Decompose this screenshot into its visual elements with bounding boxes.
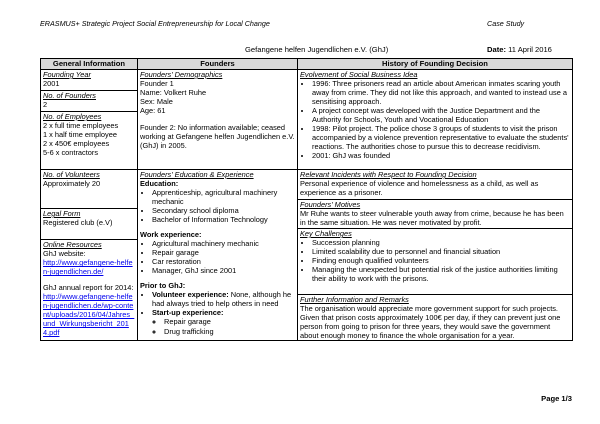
education-list	[140, 188, 295, 224]
date-label: Date:	[487, 45, 506, 54]
challenges-list	[300, 238, 570, 283]
list-item: • Limited scalability due to personnel and financial situation	[312, 247, 570, 256]
num-founders-block	[41, 90, 137, 111]
list-item: • Manager, GhJ since 2001	[152, 266, 295, 275]
ghj-website-link[interactable]: http://www.gefangene-helfen-jugendlichen.de/	[43, 258, 133, 277]
motives-block	[298, 199, 572, 228]
incidents-text: Personal experience of violence and homelessness as a child, as well as experience as a prisoner.	[300, 179, 539, 198]
incidents-label: Relevant Incidents with Respect to Founding Decision	[300, 170, 477, 179]
list-item: • Repair garage	[152, 248, 295, 257]
work-heading: Work experience:	[140, 230, 202, 240]
further-block	[298, 294, 572, 340]
employee-line: 1 x half time employee	[43, 130, 117, 140]
general-cell-top	[41, 70, 138, 170]
founder2: Founder 2: No information available; ceased working at Gefangene helfen Jugendlichen e.V. (GhJ) in 2005.	[140, 123, 295, 151]
num-founders-label: No. of Founders	[43, 91, 96, 100]
work-list	[140, 239, 295, 275]
list-item: • A project concept was developed with the Justice Department and the Authority for Schools, Youth and Vocational Education	[312, 106, 570, 124]
num-founders-value: 2	[43, 100, 48, 110]
list-item: • 1998: Pilot project. The police chose 3 groups of students to visit the prison accompanied by a violence prevention representative to evaluate the students' reactions. The authorities chose to pursue this to decrease recidivism.	[312, 124, 570, 151]
list-item: • 1996: Three prisoners read an article about American inmates scaring youth away from crime. They did not like this approach, and wanted to instead use a sensitising approach.	[312, 79, 570, 106]
header-project-title: ERASMUS+ Strategic Project Social Entrepreneurship for Local Change	[40, 19, 270, 28]
evolution-list	[300, 79, 570, 160]
prior-heading: Prior to GhJ:	[140, 281, 186, 291]
list-item: • Succession planning	[312, 238, 570, 247]
general-cell-bottom	[41, 170, 138, 341]
founding-year-block	[41, 70, 137, 90]
evolution-cell	[298, 70, 573, 170]
founders-demographics-cell	[138, 70, 298, 170]
employee-line: 5-6 x contractors	[43, 148, 99, 158]
legal-form-label: Legal Form	[43, 209, 81, 218]
volunteers-value: Approximately 20	[43, 179, 101, 189]
startup-heading: Start-up experience:	[152, 308, 224, 318]
startup-list	[152, 317, 295, 335]
list-item: • 2001: GhJ was founded	[312, 151, 570, 160]
founding-year-label: Founding Year	[43, 70, 91, 79]
col-header-general: General Information	[41, 59, 138, 70]
prior-list	[140, 290, 295, 335]
list-item	[152, 308, 295, 335]
table-row	[41, 70, 573, 170]
table-row	[41, 170, 573, 341]
incidents-block	[298, 170, 572, 199]
history-lower-cell	[298, 170, 573, 341]
header-doc-type: Case Study	[487, 19, 525, 28]
list-item: • Agricultural machinery mechanic	[152, 239, 295, 248]
motives-text: Mr Ruhe wants to steer vulnerable youth away from crime, because he has been in the same situation. He was never motivated by profit.	[300, 209, 564, 228]
table-header-row	[41, 59, 573, 70]
founders-education-cell	[138, 170, 298, 341]
list-item: • Apprenticeship, agricultural machinery mechanic	[152, 188, 295, 206]
case-study-table	[40, 58, 573, 341]
list-item: • Finding enough qualified volunteers	[312, 256, 570, 265]
legal-form-block	[41, 208, 137, 239]
volunteer-exp-text: None, although he had always tried to help others in need	[152, 290, 292, 309]
ghj-website-label: GhJ website:	[43, 249, 86, 259]
list-item: • Car restoration	[152, 257, 295, 266]
employees-label: No. of Employees	[43, 112, 102, 121]
organisation-name: Gefangene helfen Jugendlichen e.V. (GhJ)	[245, 45, 389, 54]
list-item: • Bachelor of Information Technology	[152, 215, 295, 224]
education-heading: Education:	[140, 179, 179, 189]
list-item: ◦ Drug trafficking	[164, 327, 295, 336]
challenges-label: Key Challenges	[300, 229, 352, 238]
date	[487, 45, 552, 54]
list-item	[152, 290, 295, 308]
list-item: • Managing the unexpected but potential risk of the justice authorities limiting their ability to work with the prisons.	[312, 265, 570, 283]
founding-year-value: 2001	[43, 79, 60, 89]
online-resources-label: Online Resources	[43, 240, 102, 249]
volunteers-block	[41, 170, 137, 208]
legal-form-value: Registered club (e.V)	[43, 218, 113, 228]
date-value: 11 April 2016	[508, 45, 552, 54]
evolution-label: Evolvement of Social Business Idea	[300, 70, 418, 79]
founder-name: Name: Volkert Ruhe	[140, 88, 207, 98]
challenges-block	[298, 228, 572, 294]
demographics-label: Founders' Demographics	[140, 70, 223, 79]
further-label: Further Information and Remarks	[300, 295, 409, 304]
list-item: ◦ Repair garage	[164, 317, 295, 326]
volunteer-exp-heading: Volunteer experience:	[152, 290, 229, 300]
list-item: • Secondary school diploma	[152, 206, 295, 215]
annual-report-label: GhJ annual report for 2014:	[43, 283, 134, 293]
employees-block	[41, 111, 137, 169]
employee-line: 2 x 450€ employees	[43, 139, 110, 149]
education-label: Founders' Education & Experience	[140, 170, 254, 179]
volunteers-label: No. of Volunteers	[43, 170, 100, 179]
col-header-history: History of Founding Decision	[298, 59, 573, 70]
founder-sex: Sex: Male	[140, 97, 173, 107]
col-header-founders: Founders	[138, 59, 298, 70]
founder-age: Age: 61	[140, 106, 166, 116]
further-text: The organisation would appreciate more government support for such projects. Given that prison costs approximately 100€ per day, if they can prevent just one person from going to prison for three years, they would save the government about enough money to finance the whole organisation for a year.	[300, 304, 561, 341]
motives-label: Founders' Motives	[300, 200, 361, 209]
founder1: Founder 1	[140, 79, 174, 89]
online-resources-block	[41, 239, 137, 337]
annual-report-link[interactable]: http://www.gefangene-helfen-jugendlichen.de/wp-content/uploads/2016/04/Jahres_und_Wirkungsbericht_2014.pdf	[43, 292, 135, 338]
employee-line: 2 x full time employees	[43, 121, 119, 131]
page-number: Page 1/3	[541, 394, 572, 403]
